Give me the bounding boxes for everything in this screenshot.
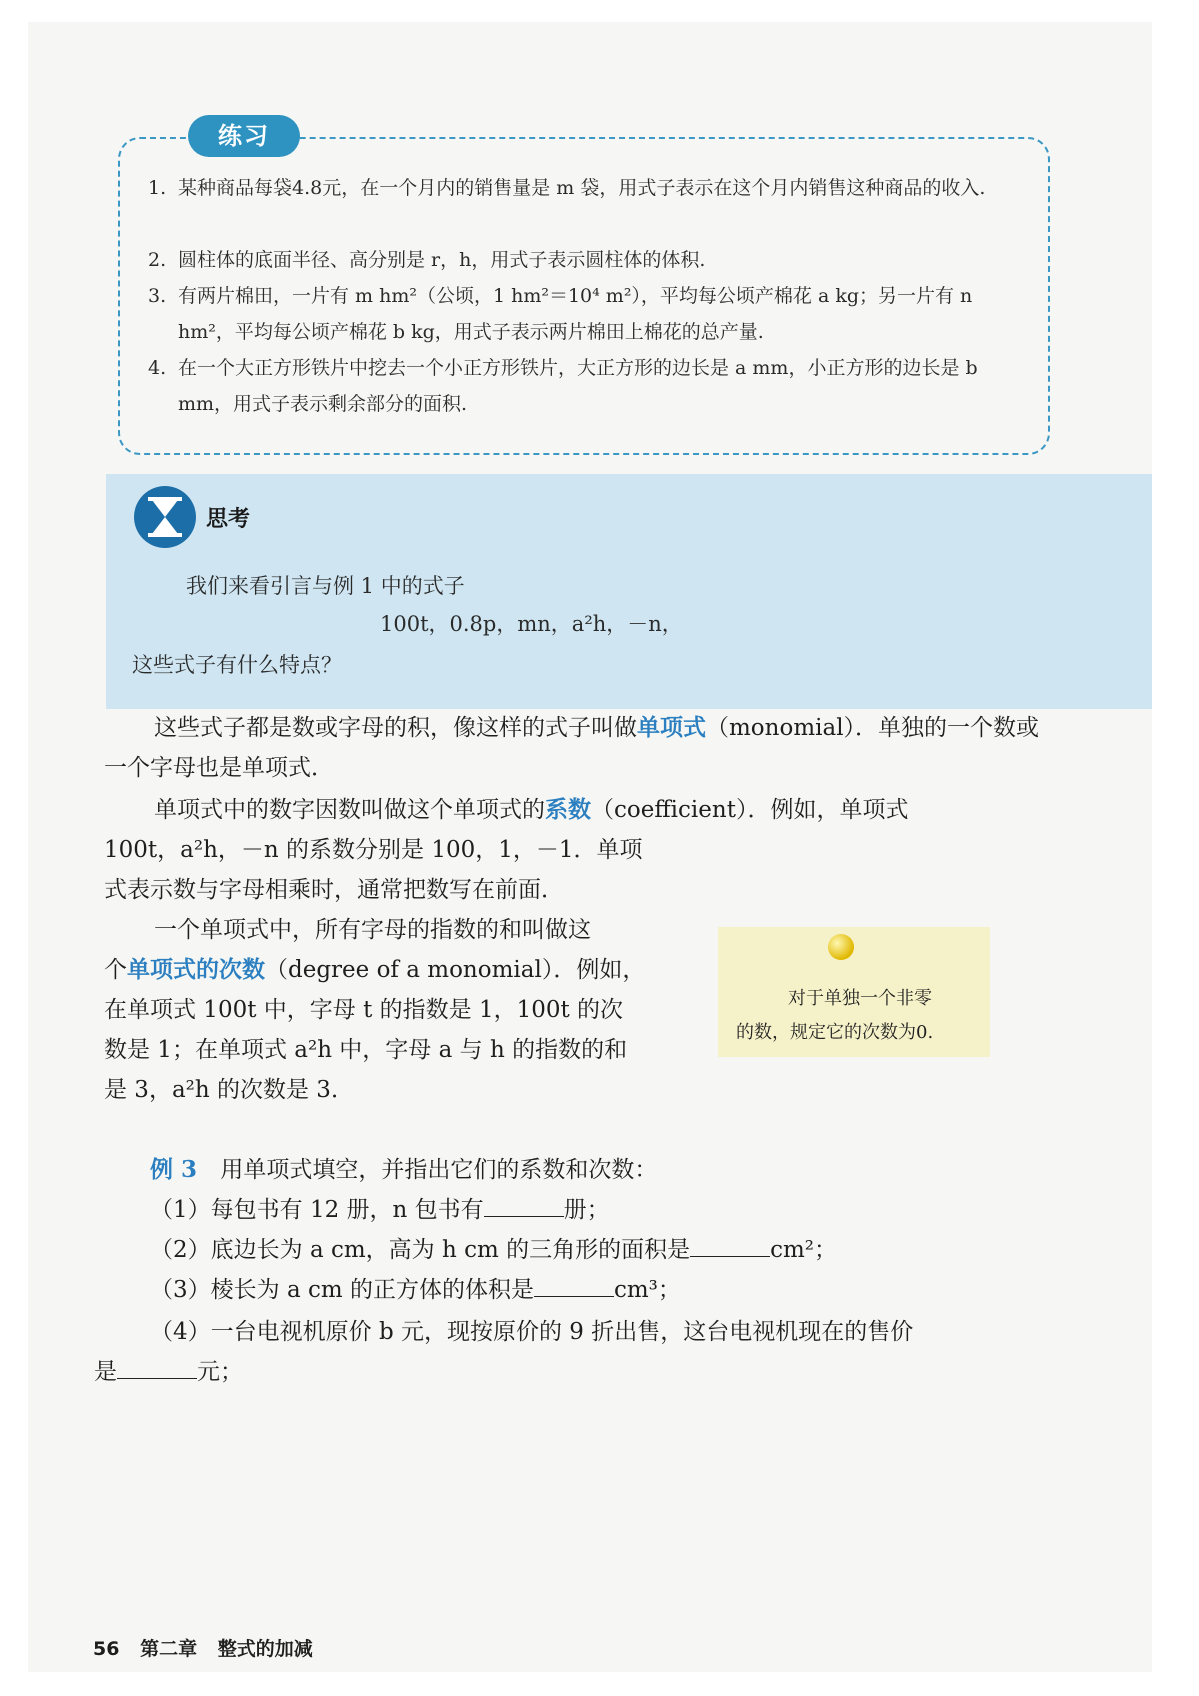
question-text: （2）底边长为 a cm，高为 h cm 的三角形的面积是 — [150, 1237, 691, 1263]
answer-blank — [690, 1236, 770, 1257]
paragraph-text: 个 — [104, 957, 127, 983]
think-formula: 100t，0.8p，mn，a²h，－n， — [380, 612, 683, 636]
term-monomial: 单项式 — [637, 714, 706, 741]
think-title: 思考 — [206, 507, 251, 532]
practice-item-text: 圆柱体的底面半径、高分别是 r，h，用式子表示圆柱体的体积. — [178, 249, 706, 271]
chapter-label: 第二章 — [140, 1638, 198, 1660]
example-question-1 — [150, 1190, 610, 1230]
term-degree: 单项式的次数 — [127, 956, 265, 983]
question-text: 是 — [94, 1359, 117, 1385]
paragraph-text: 这些式子都是数或字母的积，像这样的式子叫做 — [154, 715, 637, 741]
example-question-4: （4）一台电视机原价 b 元，现按原价的 9 折出售，这台电视机现在的售价 — [150, 1319, 914, 1345]
practice-tag: 练习 — [188, 115, 300, 157]
practice-item-text: 有两片棉田，一片有 m hm²（公顷，1 hm²＝10⁴ m²），平均每公顷产棉花 a kg；另一片有 n hm²，平均每公顷产棉花 b kg，用式子表示两片棉田上棉花的总产量. — [178, 285, 973, 343]
paragraph-line: 在单项式 100t 中，字母 t 的指数是 1，100t 的次 — [104, 997, 624, 1023]
question-unit: cm²； — [770, 1237, 838, 1263]
paragraph-line: 式表示数与字母相乘时，通常把数写在前面． — [104, 877, 564, 903]
think-line-3: 这些式子有什么特点？ — [132, 653, 342, 677]
example-question-4-cont — [94, 1352, 243, 1392]
side-note-line-1: 对于单独一个非零 — [788, 988, 932, 1009]
paragraph-text: （monomial）．单独的一个数或一个字母也是单项式． — [104, 715, 1040, 781]
question-text: （1）每包书有 12 册，n 包书有 — [150, 1197, 484, 1223]
pin-icon — [828, 934, 854, 960]
question-text: （3）棱长为 a cm 的正方体的体积是 — [150, 1277, 534, 1303]
paragraph-text: 单项式中的数字因数叫做这个单项式的 — [154, 797, 545, 823]
paragraph-text: （degree of a monomial）．例如， — [265, 957, 646, 983]
practice-item-4 — [148, 350, 1008, 422]
practice-item-3 — [148, 278, 1008, 350]
term-coefficient: 系数 — [545, 796, 591, 823]
paragraph-line: 是 3，a²h 的次数是 3． — [104, 1077, 354, 1103]
page-footer — [93, 1634, 327, 1661]
example-intro-text: 用单项式填空，并指出它们的系数和次数： — [220, 1157, 658, 1183]
think-line-1: 我们来看引言与例 1 中的式子 — [186, 574, 465, 598]
paragraph-line: 数是 1；在单项式 a²h 中，字母 a 与 h 的指数的和 — [104, 1037, 628, 1063]
paragraph-line: 一个单项式中，所有字母的指数的和叫做这 — [154, 917, 591, 943]
answer-blank — [484, 1196, 564, 1217]
question-unit: 元； — [197, 1359, 243, 1385]
page-number: 56 — [93, 1638, 120, 1660]
hourglass-icon — [134, 486, 196, 548]
paragraph-text: （coefficient）．例如，单项式 — [591, 797, 909, 823]
practice-item-number: 1. — [148, 177, 167, 199]
example-label: 例 3 — [150, 1156, 198, 1183]
answer-blank — [117, 1358, 197, 1379]
practice-item-text: 在一个大正方形铁片中挖去一个小正方形铁片，大正方形的边长是 a mm，小正方形的边长是 b mm，用式子表示剩余部分的面积. — [178, 357, 978, 415]
paragraph-coefficient — [154, 790, 908, 830]
answer-blank — [534, 1276, 614, 1297]
side-note-line-2: 的数，规定它的次数为0. — [736, 1022, 934, 1043]
question-unit: 册； — [563, 1197, 610, 1223]
example-intro — [150, 1150, 657, 1190]
textbook-page — [28, 22, 1152, 1672]
practice-item-number: 4. — [148, 357, 167, 379]
example-question-3 — [150, 1270, 681, 1310]
paragraph-degree — [104, 950, 645, 990]
practice-item-2 — [148, 242, 1008, 278]
section-title: 整式的加减 — [217, 1638, 313, 1660]
paragraph-definition — [104, 708, 1044, 788]
practice-item-text: 某种商品每袋4.8元，在一个月内的销售量是 m 袋，用式子表示在这个月内销售这种商品的收入. — [178, 177, 986, 199]
practice-item-1 — [148, 170, 1008, 206]
paragraph-line: 100t，a²h，－n 的系数分别是 100，1，－1．单项 — [104, 837, 643, 863]
example-question-2 — [150, 1230, 837, 1270]
practice-item-number: 3. — [148, 285, 167, 307]
practice-item-number: 2. — [148, 249, 167, 271]
question-unit: cm³； — [613, 1277, 681, 1303]
